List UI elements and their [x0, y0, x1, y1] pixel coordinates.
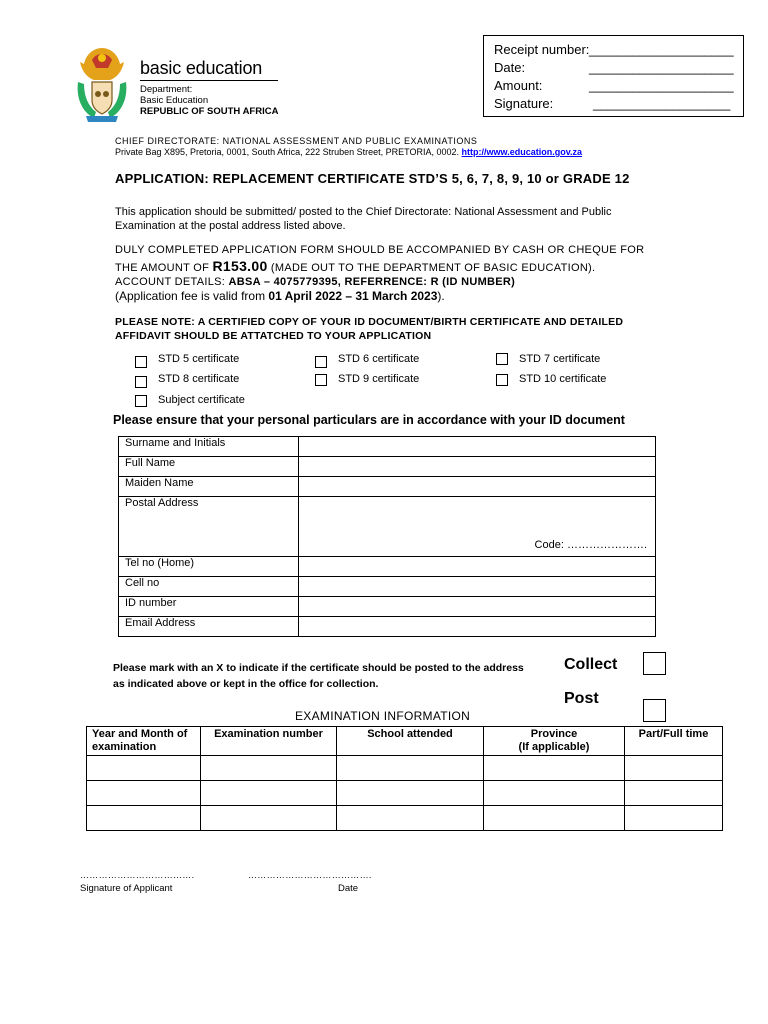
- cell-field[interactable]: [299, 577, 656, 597]
- validity-dates: 01 April 2022 – 31 March 2023: [268, 289, 438, 303]
- col-part-full-time: Part/Full time: [625, 727, 723, 756]
- full-name-label: Full Name: [119, 457, 299, 477]
- account-line: [115, 275, 655, 289]
- std7-checkbox[interactable]: [496, 353, 508, 365]
- std8-checkbox[interactable]: [135, 376, 147, 388]
- receipt-amount-blank: ____________________: [589, 78, 734, 93]
- country-name: REPUBLIC OF SOUTH AFRICA: [140, 106, 279, 117]
- receipt-amount-label: Amount:: [494, 78, 543, 93]
- amount-line: [115, 259, 655, 275]
- std8-label: STD 8 certificate: [158, 373, 240, 385]
- col-year-month-line2: examination: [92, 741, 157, 753]
- table-cell[interactable]: [337, 806, 484, 831]
- tel-home-field[interactable]: [299, 557, 656, 577]
- subject-checkbox[interactable]: [135, 395, 147, 407]
- table-cell[interactable]: [201, 756, 337, 781]
- table-row: [119, 437, 656, 457]
- department-block: [140, 84, 278, 117]
- table-cell[interactable]: [87, 756, 201, 781]
- table-cell[interactable]: [87, 806, 201, 831]
- table-cell[interactable]: [625, 781, 723, 806]
- particulars-table: [118, 436, 656, 637]
- date-signature-line: ………………………………….: [248, 870, 372, 880]
- table-cell[interactable]: [201, 781, 337, 806]
- receipt-date-row: [494, 60, 743, 78]
- std7-label: STD 7 certificate: [519, 353, 601, 365]
- table-cell[interactable]: [201, 806, 337, 831]
- std5-checkbox[interactable]: [135, 356, 147, 368]
- validity-line: [115, 289, 655, 303]
- exam-info-heading: EXAMINATION INFORMATION: [295, 709, 471, 723]
- table-cell[interactable]: [484, 756, 625, 781]
- address-line: [115, 147, 582, 157]
- account-prefix: ACCOUNT DETAILS:: [115, 276, 229, 288]
- col-province-line2: (If applicable): [518, 741, 590, 753]
- col-exam-number: Examination number: [201, 727, 337, 756]
- delivery-instruction: [113, 660, 524, 692]
- receipt-amount-row: [494, 78, 743, 96]
- receipt-signature-row: [494, 96, 743, 114]
- col-province-line1: Province: [530, 728, 578, 740]
- id-number-label: ID number: [119, 597, 299, 617]
- intro-paragraph: This application should be submitted/ posted to the Chief Directorate: National Assessment and Public Examination at the postal address listed above.: [115, 206, 612, 232]
- table-cell[interactable]: [337, 756, 484, 781]
- table-cell[interactable]: [484, 806, 625, 831]
- table-row: [119, 477, 656, 497]
- page-title: APPLICATION: REPLACEMENT CERTIFICATE STD’S 5, 6, 7, 8, 9, 10 or GRADE 12: [115, 171, 630, 186]
- full-name-field[interactable]: [299, 457, 656, 477]
- maiden-name-label: Maiden Name: [119, 477, 299, 497]
- amount-value: R153.00: [212, 258, 268, 274]
- id-number-field[interactable]: [299, 597, 656, 617]
- receipt-number-label: Receipt number:: [494, 42, 590, 57]
- std9-checkbox[interactable]: [315, 374, 327, 386]
- brand-divider: [140, 80, 278, 81]
- applicant-signature-label: Signature of Applicant: [80, 883, 173, 894]
- table-row: [119, 497, 656, 557]
- email-field[interactable]: [299, 617, 656, 637]
- table-cell[interactable]: [337, 781, 484, 806]
- table-header-row: [87, 727, 723, 756]
- std6-checkbox[interactable]: [315, 356, 327, 368]
- account-details: ABSA – 4075779395, REFERRENCE: R (ID NUMBER): [228, 276, 516, 288]
- receipt-number-blank: ____________________: [589, 42, 734, 57]
- directorate-heading: CHIEF DIRECTORATE: NATIONAL ASSESSMENT AND PUBLIC EXAMINATIONS: [115, 136, 478, 146]
- collect-label: Collect: [564, 656, 618, 673]
- table-row: [87, 781, 723, 806]
- collect-checkbox[interactable]: [643, 652, 666, 675]
- receipt-date-label: Date:: [494, 60, 526, 75]
- table-cell[interactable]: [87, 781, 201, 806]
- table-row: [87, 756, 723, 781]
- delivery-instruction-line2: as indicated above or kept in the office for collection.: [113, 678, 379, 690]
- std5-label: STD 5 certificate: [158, 353, 240, 365]
- postal-code-label: Code: ………………….: [534, 539, 647, 551]
- table-row: [119, 457, 656, 477]
- email-label: Email Address: [119, 617, 299, 637]
- col-year-month: [87, 727, 201, 756]
- table-cell[interactable]: [625, 756, 723, 781]
- maiden-name-field[interactable]: [299, 477, 656, 497]
- delivery-instruction-line1: Please mark with an X to indicate if the certificate should be posted to the address: [113, 662, 524, 674]
- brand-name: basic education: [140, 58, 263, 78]
- validity-prefix: (Application fee is valid from: [115, 289, 269, 303]
- exam-table: [86, 726, 723, 831]
- std10-checkbox[interactable]: [496, 374, 508, 386]
- department-label: Department:: [140, 84, 193, 95]
- receipt-date-blank: ____________________: [589, 60, 734, 75]
- amount-suffix: (MADE OUT TO THE DEPARTMENT OF BASIC EDUCATION).: [267, 262, 596, 274]
- receipt-box: [483, 35, 744, 117]
- payment-block: [115, 243, 655, 303]
- amount-prefix: THE AMOUNT OF: [115, 262, 213, 274]
- payment-line: DULY COMPLETED APPLICATION FORM SHOULD BE ACCOMPANIED BY CASH OR CHEQUE FOR: [115, 244, 645, 256]
- col-school: School attended: [337, 727, 484, 756]
- table-row: [119, 577, 656, 597]
- std6-label: STD 6 certificate: [338, 353, 420, 365]
- table-row: [119, 557, 656, 577]
- date-label: Date: [338, 883, 359, 894]
- col-year-month-line1: Year and Month of: [92, 728, 188, 740]
- receipt-signature-blank: ___________________: [593, 96, 731, 111]
- applicant-signature-line: ……………………………….: [80, 870, 195, 880]
- table-row: [87, 806, 723, 831]
- receipt-number-row: [494, 42, 743, 60]
- postal-address-label: Postal Address: [119, 497, 299, 557]
- coat-of-arms-logo: [72, 42, 132, 126]
- table-row: [119, 617, 656, 637]
- id-instruction: Please ensure that your personal particulars are in accordance with your ID document: [113, 413, 625, 427]
- cell-label: Cell no: [119, 577, 299, 597]
- surname-field[interactable]: [299, 437, 656, 457]
- subject-label: Subject certificate: [158, 394, 245, 406]
- postal-address-field[interactable]: [299, 497, 656, 557]
- please-note: PLEASE NOTE: A CERTIFIED COPY OF YOUR ID DOCUMENT/BIRTH CERTIFICATE AND DETAILED AFFIDAVIT SHOULD BE ATTATCHED TO YOUR APPLICATION: [115, 316, 624, 342]
- std9-label: STD 9 certificate: [338, 373, 420, 385]
- std10-label: STD 10 certificate: [519, 373, 607, 385]
- postal-address: Private Bag X895, Pretoria, 0001, South Africa, 222 Struben Street, PRETORIA, 0002.: [115, 147, 460, 157]
- table-cell[interactable]: [625, 806, 723, 831]
- post-checkbox[interactable]: [643, 699, 666, 722]
- receipt-signature-label: Signature:: [494, 96, 554, 111]
- col-province: [484, 727, 625, 756]
- table-row: [119, 597, 656, 617]
- tel-home-label: Tel no (Home): [119, 557, 299, 577]
- department-name: Basic Education: [140, 95, 209, 106]
- post-label: Post: [564, 690, 599, 707]
- website-link[interactable]: http://www.education.gov.za: [461, 147, 583, 157]
- validity-suffix: ).: [437, 289, 445, 303]
- table-cell[interactable]: [484, 781, 625, 806]
- surname-label: Surname and Initials: [119, 437, 299, 457]
